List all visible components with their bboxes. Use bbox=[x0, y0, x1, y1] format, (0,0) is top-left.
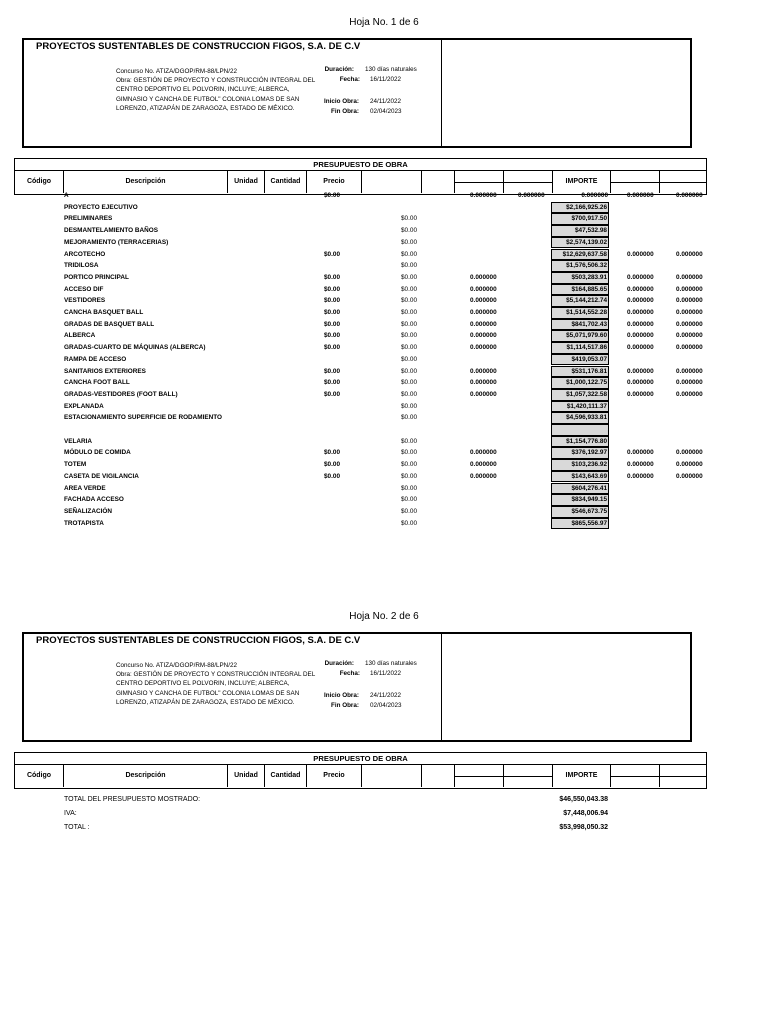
row-description: ARCOTECHO bbox=[64, 250, 106, 258]
iva-label: IVA: bbox=[64, 810, 77, 817]
header-divider bbox=[441, 40, 442, 146]
row-factor-1: 0.000000 bbox=[470, 309, 497, 316]
row-factor-4: 0.000000 bbox=[676, 390, 703, 398]
row-precio: $0.00 bbox=[324, 273, 340, 281]
table-row bbox=[0, 202, 768, 214]
row-factor-4: 0.000000 bbox=[676, 309, 703, 316]
col-codigo: Código bbox=[15, 171, 64, 193]
col-cantidad: Cantidad bbox=[265, 765, 307, 787]
table-row bbox=[0, 284, 768, 296]
obra-line-3: GIMNASIO Y CANCHA DE FUTBOL" COLONIA LOMAS DE SAN bbox=[116, 689, 300, 697]
row-factor-3: 0.000000 bbox=[627, 390, 654, 398]
row-subtotal: $0.00 bbox=[401, 262, 417, 270]
row-subtotal: $0.00 bbox=[401, 507, 417, 515]
row-importe: $546,673.75 bbox=[551, 506, 609, 518]
row-factor-1: 0.000000 bbox=[470, 192, 497, 199]
row-precio: $0.00 bbox=[324, 250, 340, 258]
table-row bbox=[0, 436, 768, 448]
row-precio: $0.00 bbox=[324, 297, 340, 305]
col-blank-4 bbox=[504, 765, 553, 787]
table-row bbox=[0, 225, 768, 237]
row-factor-3: 0.000000 bbox=[627, 309, 654, 316]
table-row bbox=[0, 518, 768, 530]
table-row bbox=[0, 412, 768, 424]
row-subtotal: $0.00 bbox=[401, 250, 417, 258]
row-factor-4: 0.000000 bbox=[676, 250, 703, 258]
obra-line-2: CENTRO DEPORTIVO EL POLVORIN, INCLUYE; ALBERCA, bbox=[116, 680, 290, 688]
table-row bbox=[0, 307, 768, 319]
table-row bbox=[0, 377, 768, 389]
row-subtotal: $0.00 bbox=[401, 519, 417, 527]
row-factor-3: 0.000000 bbox=[627, 285, 654, 293]
row-subtotal: $0.00 bbox=[401, 484, 417, 492]
row-precio: $0.00 bbox=[324, 192, 340, 199]
sheet-label: Hoja No. 1 de 6 bbox=[349, 17, 419, 28]
table-row bbox=[0, 260, 768, 272]
row-factor-1: 0.000000 bbox=[470, 320, 497, 328]
col-precio: Precio bbox=[307, 765, 362, 787]
inicio-label: Inicio Obra: bbox=[324, 692, 359, 699]
row-subtotal: $0.00 bbox=[401, 215, 417, 223]
fecha-label: Fecha: bbox=[339, 76, 360, 83]
col-descripcion: Descripción bbox=[64, 171, 228, 193]
table-row bbox=[0, 249, 768, 261]
row-importe: $1,420,111.37 bbox=[551, 401, 609, 413]
row-factor-1: 0.000000 bbox=[470, 379, 497, 387]
duracion-label: Duración: bbox=[324, 66, 354, 73]
row-factor-1: 0.000000 bbox=[470, 297, 497, 305]
row-factor-4: 0.000000 bbox=[676, 367, 703, 375]
iva-value: $7,448,006.94 bbox=[563, 810, 608, 817]
row-description: PORTICO PRINCIPAL bbox=[64, 273, 129, 281]
row-subtotal: $0.00 bbox=[401, 414, 417, 422]
row-importe: $834,949.15 bbox=[551, 494, 609, 506]
row-description: DESMANTELAMIENTO BAÑOS bbox=[64, 227, 158, 235]
concurso-text: Concurso No. ATIZA/DGOP/RM-88/LPN/22 bbox=[116, 662, 237, 669]
row-factor-3: 0.000000 bbox=[627, 379, 654, 387]
row-description: TROTAPISTA bbox=[64, 519, 104, 527]
header-box bbox=[22, 38, 692, 148]
row-importe: $2,166,925.26 bbox=[551, 202, 609, 214]
row-importe: $1,514,552.28 bbox=[551, 307, 609, 319]
row-subtotal: $0.00 bbox=[401, 449, 417, 457]
grand-total-row bbox=[0, 821, 768, 834]
row-description: RAMPA DE ACCESO bbox=[64, 355, 127, 363]
table-row bbox=[0, 342, 768, 354]
row-description: GRADAS DE BASQUET BALL bbox=[64, 320, 155, 328]
row-description: GRADAS-VESTIDORES (FOOT BALL) bbox=[64, 390, 178, 398]
total-label: TOTAL DEL PRESUPUESTO MOSTRADO: bbox=[64, 796, 201, 803]
fecha-value: 16/11/2022 bbox=[370, 670, 402, 677]
row-importe: $419,053.07 bbox=[551, 354, 609, 366]
concurso-text: Concurso No. ATIZA/DGOP/RM-88/LPN/22 bbox=[116, 68, 237, 75]
row-factor-4: 0.000000 bbox=[676, 285, 703, 293]
row-factor-1: 0.000000 bbox=[470, 472, 497, 480]
col-codigo: Código bbox=[15, 765, 64, 787]
row-factor-3: 0.000000 bbox=[627, 367, 654, 375]
row-factor-4: 0.000000 bbox=[676, 472, 703, 480]
row-subtotal: $0.00 bbox=[401, 297, 417, 305]
row-precio: $0.00 bbox=[324, 379, 340, 387]
col-importe: IMPORTE bbox=[553, 765, 611, 787]
row-subtotal: $0.00 bbox=[401, 390, 417, 398]
row-subtotal: $0.00 bbox=[401, 344, 417, 352]
row-factor-3: 0.000000 bbox=[627, 273, 654, 281]
row-description: CANCHA FOOT BALL bbox=[64, 379, 130, 387]
col-descripcion: Descripción bbox=[64, 765, 228, 787]
sheet-label: Hoja No. 2 de 6 bbox=[349, 611, 419, 622]
row-factor-1: 0.000000 bbox=[470, 344, 497, 352]
col-precio: Precio bbox=[307, 171, 362, 193]
row-importe: $1,576,506.32 bbox=[551, 260, 609, 272]
col-blank-6 bbox=[660, 765, 707, 787]
row-subtotal: $0.00 bbox=[401, 285, 417, 293]
row-factor-1: 0.000000 bbox=[470, 449, 497, 457]
row-precio: $0.00 bbox=[324, 320, 340, 328]
inicio-value: 24/11/2022 bbox=[370, 98, 402, 105]
row-subtotal: $0.00 bbox=[401, 402, 417, 410]
obra-line-1: Obra: GESTIÓN DE PROYECTO Y CONSTRUCCIÓN INTEGRAL DEL bbox=[116, 671, 316, 678]
row-description: CANCHA BASQUET BALL bbox=[64, 309, 144, 316]
row-description: FACHADA ACCESO bbox=[64, 496, 124, 504]
row-importe: $531,176.81 bbox=[551, 366, 609, 378]
row-subtotal: $0.00 bbox=[401, 461, 417, 469]
col-importe: IMPORTE bbox=[553, 171, 611, 193]
fecha-value: 16/11/2022 bbox=[370, 76, 402, 83]
row-importe: $1,000,122.75 bbox=[551, 377, 609, 389]
row-factor-4: 0.000000 bbox=[676, 461, 703, 469]
row-precio: $0.00 bbox=[324, 367, 340, 375]
row-factor-3: 0.000000 bbox=[627, 297, 654, 305]
row-precio: $0.00 bbox=[324, 309, 340, 316]
row-factor-1: 0.000000 bbox=[470, 332, 497, 340]
col-blank-3 bbox=[455, 765, 504, 787]
row-importe: $865,556.97 bbox=[551, 518, 609, 530]
row-subtotal: $0.00 bbox=[401, 332, 417, 340]
row-factor-4: 0.000000 bbox=[676, 273, 703, 281]
row-factor-3: 0.000000 bbox=[627, 250, 654, 258]
obra-line-4: LORENZO, ATIZAPÁN DE ZARAGOZA, ESTADO DE MÉXICO. bbox=[116, 105, 295, 113]
row-importe: 0.000000 bbox=[581, 192, 608, 199]
row-subtotal: $0.00 bbox=[401, 227, 417, 235]
company-name: PROYECTOS SUSTENTABLES DE CONSTRUCCION FIGOS, S.A. DE C.V bbox=[36, 635, 361, 646]
row-subtotal: $0.00 bbox=[401, 355, 417, 363]
row-description: A bbox=[64, 192, 69, 199]
row-factor-3: 0.000000 bbox=[627, 344, 654, 352]
sheet-2 bbox=[0, 611, 768, 851]
row-description: MEJORAMIENTO (TERRACERIAS) bbox=[64, 238, 169, 246]
row-factor-1: 0.000000 bbox=[470, 390, 497, 398]
row-description: AREA VERDE bbox=[64, 484, 106, 492]
table-row bbox=[0, 401, 768, 413]
table-row bbox=[0, 447, 768, 459]
row-factor-4: 0.000000 bbox=[676, 332, 703, 340]
row-precio: $0.00 bbox=[324, 461, 340, 469]
total-presupuesto-row bbox=[0, 793, 768, 806]
table-row bbox=[0, 354, 768, 366]
obra-line-2: CENTRO DEPORTIVO EL POLVORIN, INCLUYE; ALBERCA, bbox=[116, 86, 290, 94]
table-row bbox=[0, 295, 768, 307]
table-row bbox=[0, 459, 768, 471]
row-factor-4: 0.000000 bbox=[676, 192, 703, 199]
row-importe: $604,276.41 bbox=[551, 483, 609, 495]
row-precio: $0.00 bbox=[324, 332, 340, 340]
col-unidad: Unidad bbox=[228, 765, 265, 787]
row-factor-3: 0.000000 bbox=[627, 449, 654, 457]
table-row bbox=[0, 190, 768, 202]
row-description: MÓDULO DE COMIDA bbox=[64, 449, 131, 457]
duracion-label: Duración: bbox=[324, 660, 354, 667]
row-description: SEÑALIZACIÓN bbox=[64, 507, 112, 515]
row-description: ALBERCA bbox=[64, 332, 96, 340]
table-header bbox=[14, 765, 707, 789]
grand-total-label: TOTAL : bbox=[64, 824, 90, 831]
row-precio: $0.00 bbox=[324, 390, 340, 398]
row-factor-3: 0.000000 bbox=[627, 320, 654, 328]
row-description: TRIDILOSA bbox=[64, 262, 99, 270]
row-factor-4: 0.000000 bbox=[676, 297, 703, 305]
row-description: EXPLANADA bbox=[64, 402, 104, 410]
row-description: VELARIA bbox=[64, 437, 93, 445]
fin-value: 02/04/2023 bbox=[370, 702, 402, 709]
table-title: PRESUPUESTO DE OBRA bbox=[14, 158, 707, 171]
row-importe: $1,057,322.58 bbox=[551, 389, 609, 401]
row-precio: $0.00 bbox=[324, 449, 340, 457]
row-description: ESTACIONAMIENTO SUPERFICIE DE RODAMIENTO bbox=[64, 414, 223, 422]
row-importe: $103,236.92 bbox=[551, 459, 609, 471]
row-description: GRADAS-CUARTO DE MÁQUINAS (ALBERCA) bbox=[64, 344, 206, 352]
row-importe: $2,574,139.02 bbox=[551, 237, 609, 249]
row-factor-3: 0.000000 bbox=[627, 472, 654, 480]
row-importe: $12,629,637.58 bbox=[551, 249, 609, 261]
row-factor-1: 0.000000 bbox=[470, 285, 497, 293]
col-cantidad: Cantidad bbox=[265, 171, 307, 193]
col-blank-1 bbox=[362, 765, 422, 787]
table-title: PRESUPUESTO DE OBRA bbox=[14, 752, 707, 765]
row-subtotal: $0.00 bbox=[401, 437, 417, 445]
obra-line-4: LORENZO, ATIZAPÁN DE ZARAGOZA, ESTADO DE MÉXICO. bbox=[116, 699, 295, 707]
table-row bbox=[0, 319, 768, 331]
sheet-1 bbox=[0, 17, 768, 537]
fin-label: Fin Obra: bbox=[331, 108, 359, 115]
row-subtotal: $0.00 bbox=[401, 238, 417, 246]
row-importe bbox=[551, 424, 609, 436]
row-factor-2: 0.000000 bbox=[518, 192, 545, 199]
table-row bbox=[0, 389, 768, 401]
header-box bbox=[22, 632, 692, 742]
col-blank-5 bbox=[611, 765, 660, 787]
table-row bbox=[0, 330, 768, 342]
row-factor-1: 0.000000 bbox=[470, 367, 497, 375]
table-row bbox=[0, 237, 768, 249]
inicio-value: 24/11/2022 bbox=[370, 692, 402, 699]
row-description: VESTIDORES bbox=[64, 297, 106, 305]
fecha-label: Fecha: bbox=[339, 670, 360, 677]
row-description: PRELIMINARES bbox=[64, 215, 113, 223]
row-subtotal: $0.00 bbox=[401, 320, 417, 328]
row-description: SANITARIOS EXTERIORES bbox=[64, 367, 146, 375]
row-factor-4: 0.000000 bbox=[676, 379, 703, 387]
fin-label: Fin Obra: bbox=[331, 702, 359, 709]
table-row bbox=[0, 506, 768, 518]
row-importe: $1,114,517.86 bbox=[551, 342, 609, 354]
total-value: $46,550,043.38 bbox=[559, 796, 608, 803]
row-importe: $164,885.65 bbox=[551, 284, 609, 296]
row-factor-3: 0.000000 bbox=[627, 192, 654, 199]
table-row bbox=[0, 471, 768, 483]
row-precio: $0.00 bbox=[324, 472, 340, 480]
row-importe: $700,917.50 bbox=[551, 213, 609, 225]
row-subtotal: $0.00 bbox=[401, 273, 417, 281]
row-factor-4: 0.000000 bbox=[676, 344, 703, 352]
table-row bbox=[0, 213, 768, 225]
row-factor-1: 0.000000 bbox=[470, 273, 497, 281]
row-factor-4: 0.000000 bbox=[676, 449, 703, 457]
row-importe: $143,643.69 bbox=[551, 471, 609, 483]
row-description: TOTEM bbox=[64, 461, 87, 469]
iva-row bbox=[0, 807, 768, 820]
obra-line-1: Obra: GESTIÓN DE PROYECTO Y CONSTRUCCIÓN INTEGRAL DEL bbox=[116, 77, 316, 84]
row-precio: $0.00 bbox=[324, 344, 340, 352]
header-divider bbox=[441, 634, 442, 740]
row-factor-4: 0.000000 bbox=[676, 320, 703, 328]
table-row bbox=[0, 366, 768, 378]
row-precio: $0.00 bbox=[324, 285, 340, 293]
row-importe: $376,192.97 bbox=[551, 447, 609, 459]
table-row bbox=[0, 494, 768, 506]
grand-total-value: $53,998,050.32 bbox=[559, 824, 608, 831]
row-factor-3: 0.000000 bbox=[627, 332, 654, 340]
row-importe: $1,154,776.80 bbox=[551, 436, 609, 448]
row-subtotal: $0.00 bbox=[401, 496, 417, 504]
row-description: ACCESO DIF bbox=[64, 285, 104, 293]
company-name: PROYECTOS SUSTENTABLES DE CONSTRUCCION FIGOS, S.A. DE C.V bbox=[36, 41, 361, 52]
row-description: CASETA DE VIGILANCIA bbox=[64, 472, 139, 480]
table-row bbox=[0, 424, 768, 436]
col-blank-2 bbox=[422, 765, 455, 787]
duracion-value: 130 días naturales bbox=[365, 660, 417, 667]
fin-value: 02/04/2023 bbox=[370, 108, 402, 115]
obra-line-3: GIMNASIO Y CANCHA DE FUTBOL" COLONIA LOMAS DE SAN bbox=[116, 95, 300, 103]
col-unidad: Unidad bbox=[228, 171, 265, 193]
row-importe: $47,532.98 bbox=[551, 225, 609, 237]
row-importe: $5,144,212.74 bbox=[551, 295, 609, 307]
table-row bbox=[0, 483, 768, 495]
inicio-label: Inicio Obra: bbox=[324, 98, 359, 105]
row-subtotal: $0.00 bbox=[401, 309, 417, 316]
row-subtotal: $0.00 bbox=[401, 379, 417, 387]
row-description: PROYECTO EJECUTIVO bbox=[64, 203, 138, 211]
row-importe: $4,596,933.81 bbox=[551, 412, 609, 424]
row-importe: $5,071,979.60 bbox=[551, 330, 609, 342]
row-importe: $503,283.91 bbox=[551, 272, 609, 284]
duracion-value: 130 días naturales bbox=[365, 66, 417, 73]
table-row bbox=[0, 272, 768, 284]
row-factor-3: 0.000000 bbox=[627, 461, 654, 469]
row-subtotal: $0.00 bbox=[401, 472, 417, 480]
row-factor-1: 0.000000 bbox=[470, 461, 497, 469]
row-subtotal: $0.00 bbox=[401, 367, 417, 375]
row-importe: $841,702.43 bbox=[551, 319, 609, 331]
